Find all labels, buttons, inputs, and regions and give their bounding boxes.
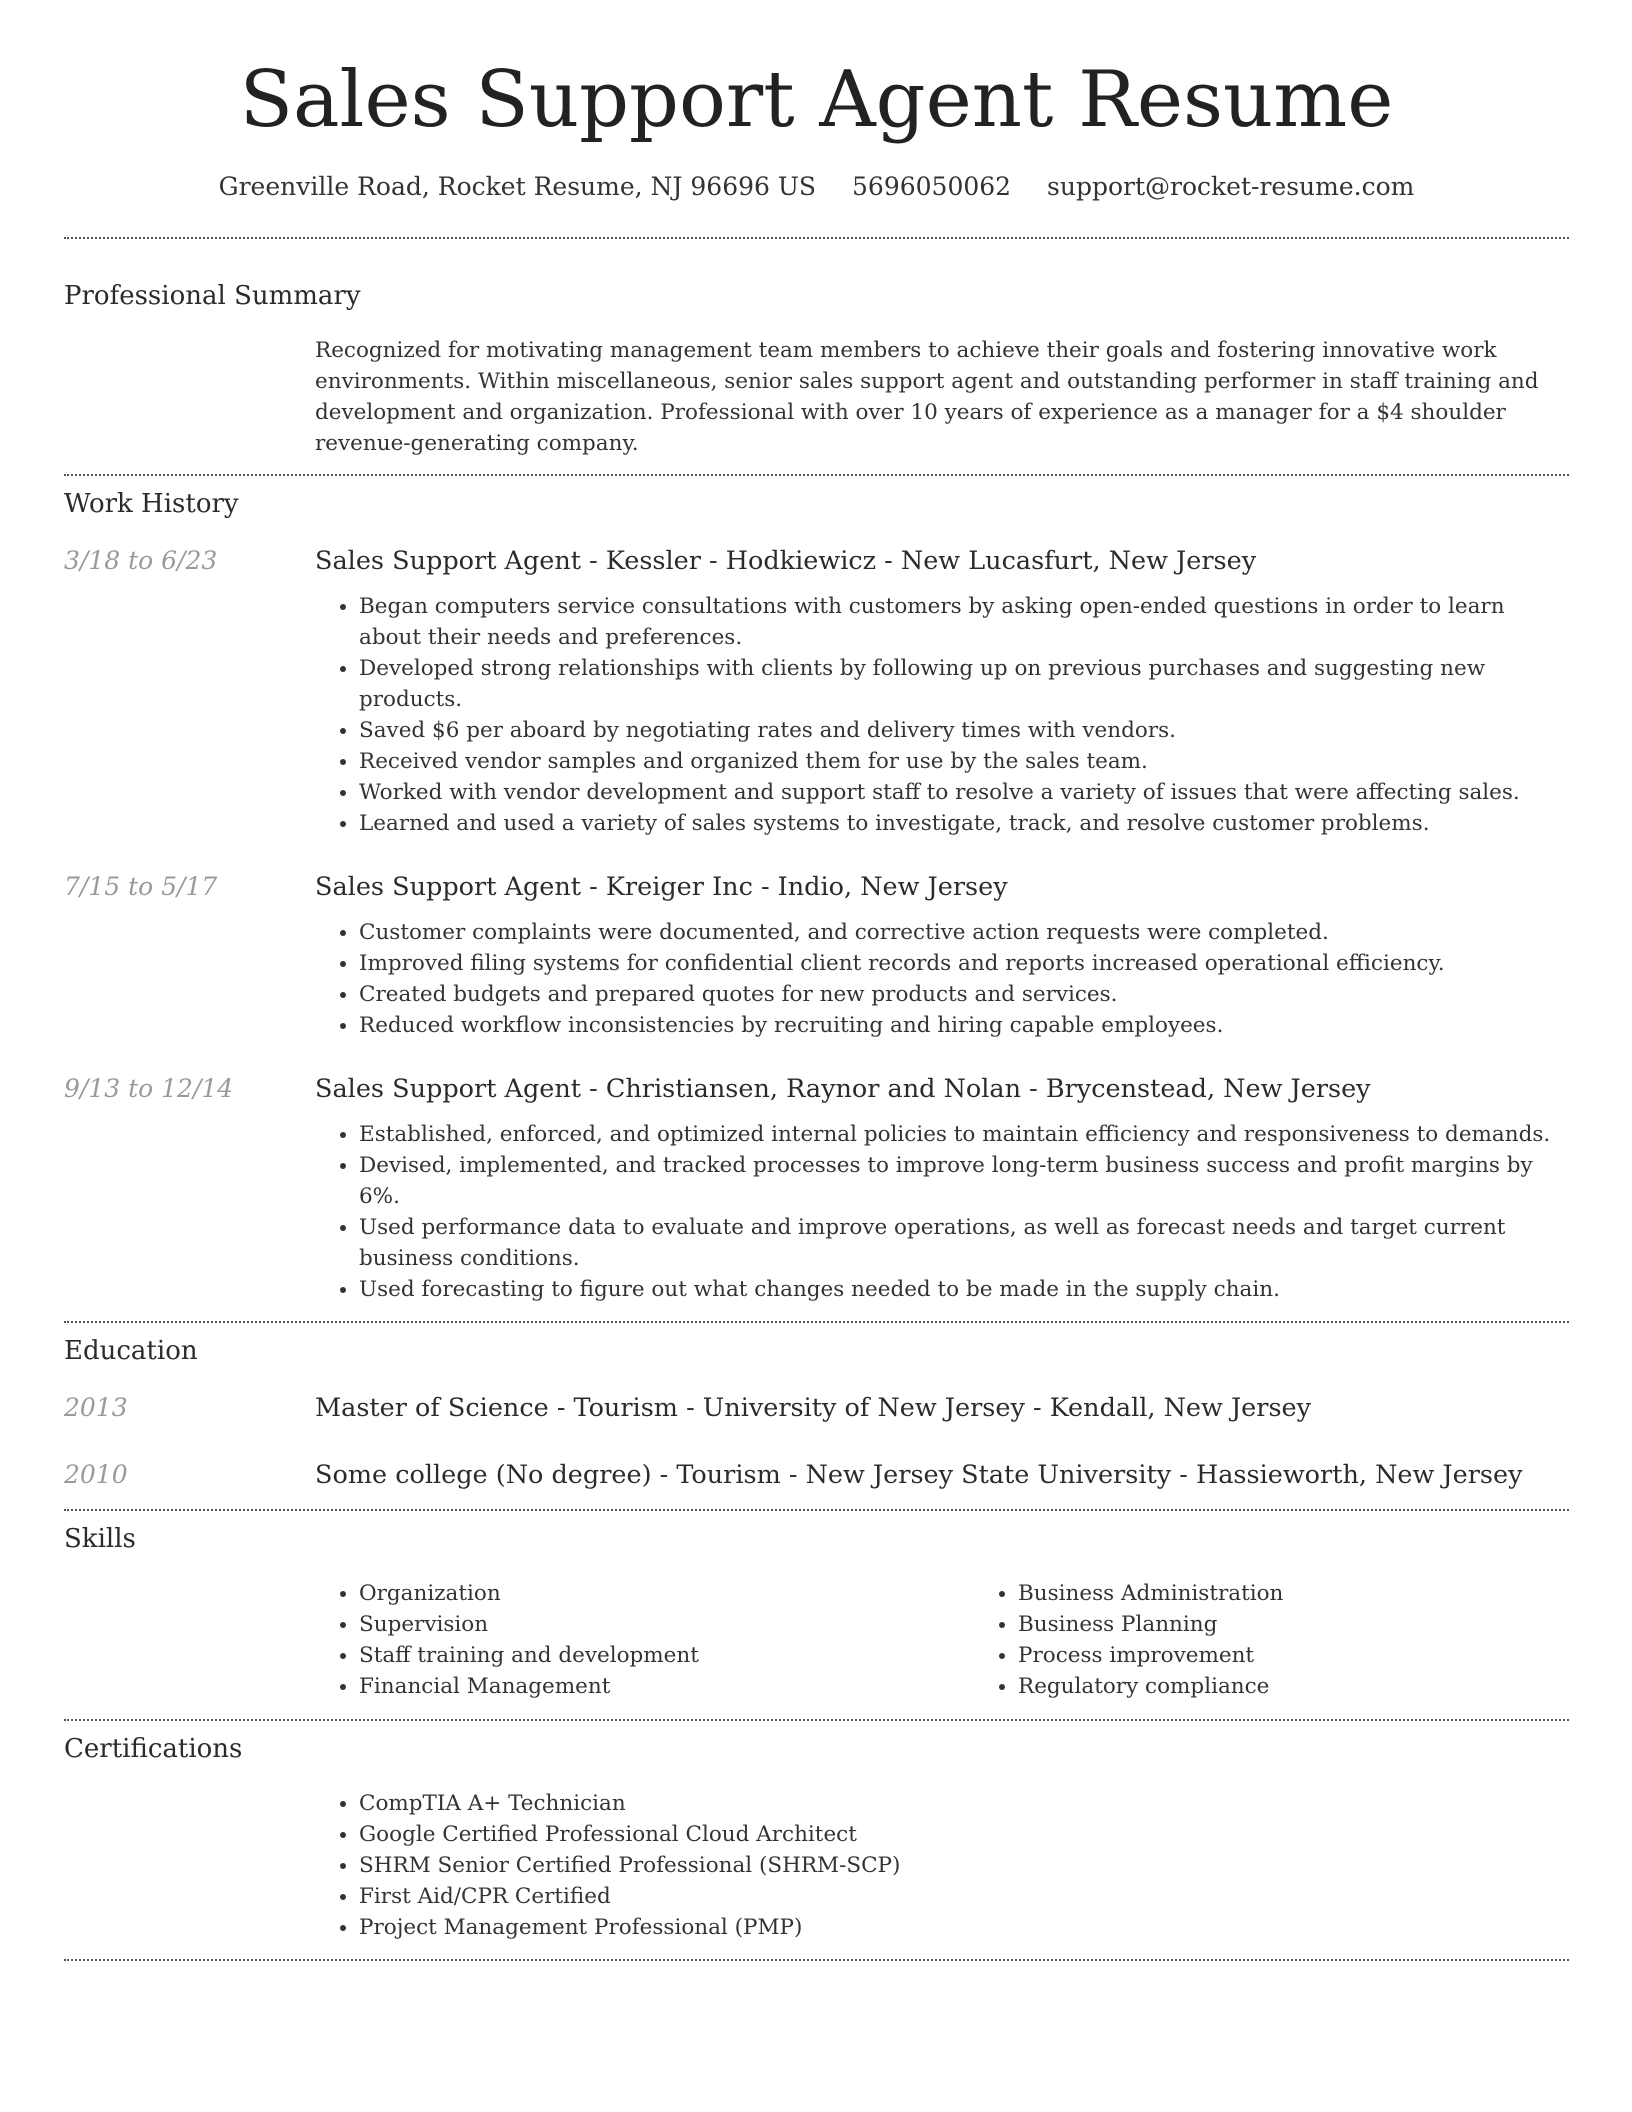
job-bullet: • Received vendor samples and organized them for use by the sales team. (359, 746, 1569, 777)
job-bullet: • Devised, implemented, and tracked processes to improve long-term business success and profit margins by 6%. (359, 1150, 1569, 1212)
section-heading-education: Education (64, 1336, 198, 1366)
education-text: Master of Science - Tourism - University of New Jersey - Kendall, New Jersey (315, 1393, 1312, 1423)
summary-spacer (64, 335, 315, 459)
divider (64, 1719, 1569, 1721)
certifications-spacer (64, 1788, 315, 1943)
skill-item: • Staff training and development (359, 1640, 974, 1671)
skill-item: • Business Planning (1018, 1609, 1632, 1640)
job-content (315, 870, 1569, 1041)
job-content (315, 1072, 1569, 1305)
skills-grid (315, 1578, 1632, 1702)
job-bullet: • Worked with vendor development and support staff to resolve a variety of issues that were affecting sales. (359, 777, 1569, 808)
job-bullet: • Used performance data to evaluate and improve operations, as well as forecast needs and target current business conditions. (359, 1212, 1569, 1274)
job-bullet: • Developed strong relationships with clients by following up on previous purchases and suggesting new products. (359, 653, 1569, 715)
job-bullet: • Learned and used a variety of sales systems to investigate, track, and resolve customer problems. (359, 808, 1569, 839)
job-title: Sales Support Agent - Christiansen, Raynor and Nolan - Brycenstead, New Jersey (315, 1074, 1371, 1104)
job-bullets (315, 917, 1569, 1041)
summary-text: Recognized for motivating management team members to achieve their goals and fostering innovative work environments. Within miscellaneous, senior sales support agent and outstanding performer in staff training and development and organization. Professional with over 10 years of experience as a manager for a $4 shoulder revenue-generating company. (315, 338, 1539, 456)
job-content (315, 544, 1569, 839)
job-title: Sales Support Agent - Kreiger Inc - Indio, New Jersey (315, 872, 1008, 902)
job-bullet: • Used forecasting to figure out what changes needed to be made in the supply chain. (359, 1274, 1569, 1305)
contact-line (64, 170, 1569, 204)
education-entry (64, 1391, 1569, 1425)
job-bullet: • Improved filing systems for confidential client records and reports increased operational efficiency. (359, 948, 1569, 979)
contact-phone: 5696050062 (852, 172, 1012, 201)
education-year: 2013 (64, 1393, 128, 1422)
divider (64, 237, 1569, 239)
section-heading-certifications: Certifications (64, 1734, 243, 1764)
contact-address: Greenville Road, Rocket Resume, NJ 96696 US (218, 172, 817, 201)
job-bullet: • Reduced workflow inconsistencies by recruiting and hiring capable employees. (359, 1010, 1569, 1041)
resume-header (64, 0, 1569, 204)
job-bullet: • Customer complaints were documented, and corrective action requests were completed. (359, 917, 1569, 948)
job-bullet: • Saved $6 per aboard by negotiating rates and delivery times with vendors. (359, 715, 1569, 746)
certification-item: • Project Management Professional (PMP) (359, 1912, 1569, 1943)
resume-page (64, 0, 1569, 1961)
section-heading-skills: Skills (64, 1524, 136, 1554)
summary-row (64, 335, 1569, 459)
job-title: Sales Support Agent - Kessler - Hodkiewicz - New Lucasfurt, New Jersey (315, 546, 1257, 576)
divider (64, 474, 1569, 476)
job-entry (64, 544, 1569, 839)
skills-list-right (974, 1578, 1632, 1702)
certification-item: • Google Certified Professional Cloud Architect (359, 1819, 1569, 1850)
skills-row (64, 1578, 1569, 1702)
job-bullets (315, 1119, 1569, 1305)
job-bullet: • Began computers service consultations with customers by asking open-ended questions in order to learn about their needs and preferences. (359, 591, 1569, 653)
job-dates: 3/18 to 6/23 (64, 546, 218, 575)
skill-item: • Supervision (359, 1609, 974, 1640)
divider (64, 1509, 1569, 1511)
skills-list-left (315, 1578, 974, 1702)
education-entry (64, 1458, 1569, 1492)
skill-item: • Organization (359, 1578, 974, 1609)
section-heading-work: Work History (64, 489, 239, 519)
certification-item: • SHRM Senior Certified Professional (SHRM-SCP) (359, 1850, 1569, 1881)
divider (64, 1959, 1569, 1961)
skill-item: • Business Administration (1018, 1578, 1632, 1609)
job-dates: 9/13 to 12/14 (64, 1074, 234, 1103)
education-year: 2010 (64, 1460, 128, 1489)
education-text: Some college (No degree) - Tourism - New Jersey State University - Hassieworth, New Jersey (315, 1460, 1523, 1490)
certifications-list (315, 1788, 1569, 1943)
job-bullet: • Created budgets and prepared quotes for new products and services. (359, 979, 1569, 1010)
certifications-row (64, 1788, 1569, 1943)
job-dates: 7/15 to 5/17 (64, 872, 218, 901)
contact-email: support@rocket-resume.com (1047, 172, 1415, 201)
certification-item: • CompTIA A+ Technician (359, 1788, 1569, 1819)
skill-item: • Financial Management (359, 1671, 974, 1702)
skill-item: • Regulatory compliance (1018, 1671, 1632, 1702)
skill-item: • Process improvement (1018, 1640, 1632, 1671)
resume-title: Sales Support Agent Resume (239, 55, 1394, 145)
skills-spacer (64, 1578, 315, 1702)
job-entry (64, 870, 1569, 1041)
certifications-content (315, 1788, 1569, 1943)
job-bullets (315, 591, 1569, 839)
section-heading-summary: Professional Summary (64, 281, 361, 311)
certification-item: • First Aid/CPR Certified (359, 1881, 1569, 1912)
job-bullet: • Established, enforced, and optimized internal policies to maintain efficiency and responsiveness to demands. (359, 1119, 1569, 1150)
divider (64, 1321, 1569, 1323)
job-entry (64, 1072, 1569, 1305)
